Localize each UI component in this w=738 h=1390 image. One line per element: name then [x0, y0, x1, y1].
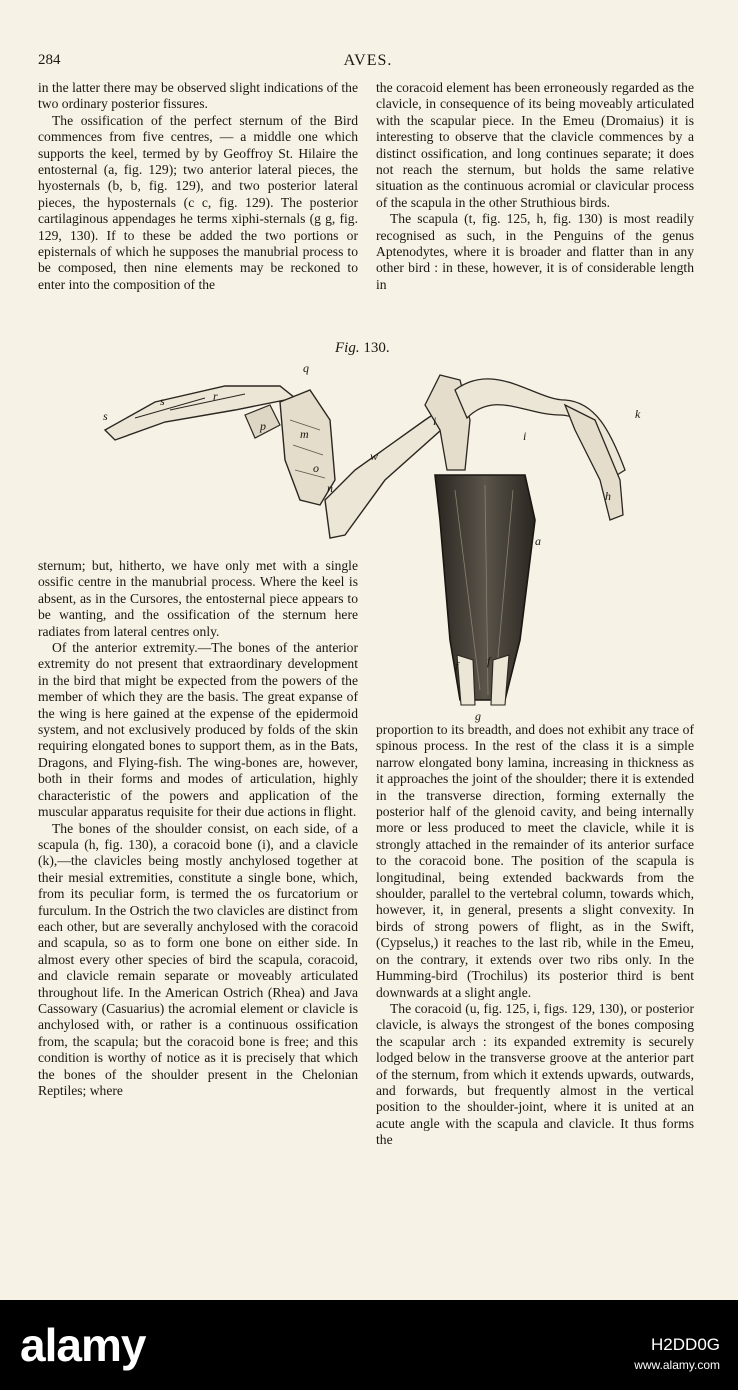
figure-label: p — [260, 419, 266, 433]
figure-label: q — [303, 361, 309, 375]
right-column-bottom — [376, 722, 694, 1149]
figure-label: f — [487, 654, 491, 668]
paragraph: The coracoid (u, fig. 125, i, figs. 129, 130), or posterior clavicle, is always the strongest of the bones composing the scapular arch : its expanded extremity is securely lodged below in the transverse groove at the anterior part of the sternum, from which it extends upwards, outwards, and forwards, but frequently almost in the vertical position to the shoulder-joint, where it is united at an acute angle with the scapula and clavicle. It thus forms the — [376, 1000, 694, 1148]
running-head — [38, 52, 698, 76]
paragraph: The scapula (t, fig. 125, h, fig. 130) is most readily recognised as such, in the Penguins of the genus Aptenodytes, where it is broader and flatter than in any other bird : in these, however, it is of considerable length in — [376, 211, 694, 292]
watermark-logo: alamy — [20, 1319, 146, 1371]
figure-label: o — [313, 461, 319, 475]
figure-label: m — [300, 427, 309, 441]
paragraph: proportion to its breadth, and does not exhibit any trace of spinous process. In the rest of the class it is a simple narrow elongated bony lamina, increasing in thickness as it approaches the joint of the shoulder; there it is extended in the transverse direction, forming externally the posterior half of the glenoid cavity, and being internally more or less produced to meet the clavicle, while it is strongly attached in the remainder of its anterior surface to the coracoid bone. The position of the scapula is longitudinal, being extended backwards from the shoulder, parallel to the vertebral column, towards which, however, it, in general, presents a slight convexity. In birds of strong powers of flight, as in the Swift, (Cypselus,) it reaches to the last rib, while in the Emeu, on the contrary, it extends over two ribs only. In the Humming-bird (Trochilus) its posterior third is bent downwards at a slight angle. — [376, 722, 694, 1000]
humerus-bone — [325, 410, 450, 538]
figure-label: n — [327, 481, 333, 495]
paragraph: The ossification of the perfect sternum of the Bird commences from five centres, — a middle one which supports the keel, termed by by Geoffroy St. Hilaire the entosternal (a, fig. 129); two anterior lateral pieces, the hyosternals (b, b, fig. 129), and two posterior lateral pieces, the hyposternals (c c, fig. 129). The posterior cartilaginous appendages he terms xiphi-sternals (g g, fig. 129, 130). If to these be added the two portions or episternals of which he supposes the manubrial process to be composed, then nine elements may be reckoned to enter into the composition of the — [38, 112, 358, 292]
figure-label: s — [103, 409, 108, 423]
figure-label: g — [475, 709, 481, 723]
running-title: AVES. — [343, 52, 393, 69]
figure-caption-label: Fig. — [335, 340, 360, 356]
paragraph: in the latter there may be observed slight indications of the two ordinary posterior fissures. — [38, 80, 358, 112]
figure-caption-number: 130. — [363, 340, 390, 356]
page-number: 284 — [38, 52, 61, 68]
figure-label: k — [635, 407, 641, 421]
paragraph: The bones of the shoulder consist, on each side, of a scapula (h, fig. 130), a coracoid bone (i), and a clavicle (k),—the clavicles being mostly anchylosed together at their mesial extremities, constitute a single bone, which, from its peculiar form, is termed the os furcatorium or furculum. In the Ostrich the two clavicles are distinct from each other, but are severally anchylosed with the coracoid and scapula, so as to form one bone on either side. In almost every other species of bird the scapula, coracoid, and clavicle remain separate or moveably articulated throughout life. In the American Ostrich (Rhea) and Java Cassowary (Casuarius) the acromial element or clavicle is anchylosed with, or rather is a continuous ossification from, the scapula; but the coracoid bone is free; and this condition is worthy of notice as it is precisely that which the bones of the shoulder present in the Chelonian Reptiles; where — [38, 820, 358, 1098]
figure-label: i — [523, 429, 527, 443]
left-column-top — [38, 80, 358, 293]
left-column-bottom — [38, 558, 358, 1099]
paragraph: the coracoid element has been erroneously regarded as the clavicle, in consequence of its being moveably articulated with the scapular piece. In the Emeu (Dromaius) it is interesting to observe that the clavicle commences by a distinct ossification, and long continues separate; it does not reach the sternum, but holds the same relative situation as the continuous acromial or clavicular process of the scapula in the other Struthious birds. — [376, 80, 694, 210]
watermark-url: www.alamy.com — [634, 1358, 720, 1372]
paragraph: Of the anterior extremity.—The bones of the anterior extremity do not present that extraordinary development in the bird that might be expected from the powers of the member of which they are the basis. The great expanse of the wing is here gained at the expense of the epidermoid system, and not exclusively produced by folds of the skin requiring elongated bones to support them, as in the Bats, Dragons, and Flying-fish. The wing-bones are, however, both in their forms and modes of articulation, highly characteristic of the powers and application of the muscular apparatus requisite for their due actions in flight. — [38, 640, 358, 820]
figure-caption — [335, 340, 390, 357]
figure-label: w — [370, 449, 379, 463]
image-code: H2DD0G — [651, 1335, 720, 1354]
figure-label: r — [213, 389, 218, 403]
figure-label: s — [160, 394, 165, 408]
right-column-top — [376, 80, 694, 293]
figure-label: f — [455, 659, 459, 673]
figure-label: a — [535, 534, 541, 548]
paragraph: sternum; but, hitherto, we have only met with a single ossific centre in the manubrial process. Where the keel is absent, as in the Cursores, the entosternal piece appears to be wanting, and the ossification of the sternum here radiates from lateral centres only. — [38, 558, 358, 639]
figure-label: i — [433, 414, 437, 428]
figure-label: h — [605, 489, 611, 503]
